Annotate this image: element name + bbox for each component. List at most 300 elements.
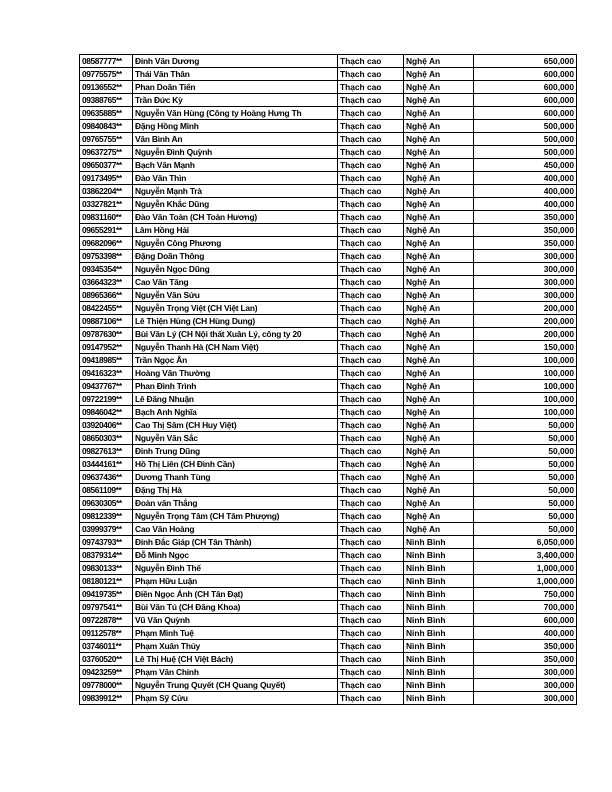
province-cell: Nghệ An xyxy=(404,55,474,68)
product-cell: Thạch cao xyxy=(338,497,404,510)
table-row xyxy=(80,211,577,224)
name-cell: Điền Ngọc Ánh (CH Tân Đạt) xyxy=(133,588,338,601)
name-cell: Nguyễn Mạnh Trà xyxy=(133,185,338,198)
province-cell: Nghệ An xyxy=(404,419,474,432)
province-cell: Ninh Bình xyxy=(404,614,474,627)
name-cell: Nguyễn Đình Thế xyxy=(133,562,338,575)
name-cell: Nguyễn Văn Hùng (Công ty Hoàng Hưng Th xyxy=(133,107,338,120)
amount-cell: 100,000 xyxy=(474,393,577,406)
product-cell: Thạch cao xyxy=(338,302,404,315)
table-row xyxy=(80,536,577,549)
table-row xyxy=(80,341,577,354)
name-cell: Nguyễn Ngọc Dũng xyxy=(133,263,338,276)
name-cell: Trần Đức Kỳ xyxy=(133,94,338,107)
province-cell: Nghệ An xyxy=(404,185,474,198)
province-cell: Nghệ An xyxy=(404,211,474,224)
phone-cell: 09831160** xyxy=(80,211,133,224)
product-cell: Thạch cao xyxy=(338,601,404,614)
product-cell: Thạch cao xyxy=(338,81,404,94)
phone-cell: 09765755** xyxy=(80,133,133,146)
table-row xyxy=(80,679,577,692)
phone-cell: 08379314** xyxy=(80,549,133,562)
product-cell: Thạch cao xyxy=(338,575,404,588)
province-cell: Nghệ An xyxy=(404,276,474,289)
product-cell: Thạch cao xyxy=(338,354,404,367)
province-cell: Nghệ An xyxy=(404,445,474,458)
product-cell: Thạch cao xyxy=(338,172,404,185)
province-cell: Nghệ An xyxy=(404,458,474,471)
amount-cell: 350,000 xyxy=(474,211,577,224)
product-cell: Thạch cao xyxy=(338,588,404,601)
phone-cell: 09743793** xyxy=(80,536,133,549)
name-cell: Bùi Văn Tú (CH Đăng Khoa) xyxy=(133,601,338,614)
province-cell: Ninh Bình xyxy=(404,549,474,562)
phone-cell: 09830133** xyxy=(80,562,133,575)
product-cell: Thạch cao xyxy=(338,211,404,224)
amount-cell: 500,000 xyxy=(474,133,577,146)
table-row xyxy=(80,458,577,471)
phone-cell: 09419735** xyxy=(80,588,133,601)
province-cell: Nghệ An xyxy=(404,172,474,185)
name-cell: Đặng Hồng Minh xyxy=(133,120,338,133)
amount-cell: 350,000 xyxy=(474,640,577,653)
province-cell: Ninh Bình xyxy=(404,679,474,692)
phone-cell: 09423259** xyxy=(80,666,133,679)
amount-cell: 750,000 xyxy=(474,588,577,601)
product-cell: Thạch cao xyxy=(338,315,404,328)
amount-cell: 650,000 xyxy=(474,55,577,68)
table-row xyxy=(80,484,577,497)
phone-cell: 09637275** xyxy=(80,146,133,159)
phone-cell: 09840843** xyxy=(80,120,133,133)
table-row xyxy=(80,354,577,367)
product-cell: Thạch cao xyxy=(338,289,404,302)
name-cell: Bạch Văn Mạnh xyxy=(133,159,338,172)
table-row xyxy=(80,328,577,341)
name-cell: Đào Văn Thìn xyxy=(133,172,338,185)
phone-cell: 09797541** xyxy=(80,601,133,614)
province-cell: Nghệ An xyxy=(404,81,474,94)
table-row xyxy=(80,133,577,146)
province-cell: Ninh Bình xyxy=(404,692,474,705)
name-cell: Đinh Đắc Giáp (CH Tân Thành) xyxy=(133,536,338,549)
province-cell: Nghệ An xyxy=(404,315,474,328)
phone-cell: 03760520** xyxy=(80,653,133,666)
amount-cell: 100,000 xyxy=(474,406,577,419)
amount-cell: 100,000 xyxy=(474,380,577,393)
amount-cell: 50,000 xyxy=(474,458,577,471)
table-row xyxy=(80,55,577,68)
amount-cell: 600,000 xyxy=(474,94,577,107)
province-cell: Nghệ An xyxy=(404,107,474,120)
phone-cell: 09655291** xyxy=(80,224,133,237)
province-cell: Ninh Bình xyxy=(404,575,474,588)
amount-cell: 400,000 xyxy=(474,198,577,211)
table-row xyxy=(80,120,577,133)
province-cell: Ninh Bình xyxy=(404,562,474,575)
province-cell: Nghệ An xyxy=(404,159,474,172)
name-cell: Hồ Thị Liên (CH Đình Cần) xyxy=(133,458,338,471)
product-cell: Thạch cao xyxy=(338,120,404,133)
amount-cell: 6,050,000 xyxy=(474,536,577,549)
product-cell: Thạch cao xyxy=(338,224,404,237)
product-cell: Thạch cao xyxy=(338,458,404,471)
table-row xyxy=(80,601,577,614)
table-row xyxy=(80,81,577,94)
amount-cell: 700,000 xyxy=(474,601,577,614)
name-cell: Nguyễn Thanh Hà (CH Nam Việt) xyxy=(133,341,338,354)
amount-cell: 350,000 xyxy=(474,653,577,666)
phone-cell: 09650377** xyxy=(80,159,133,172)
table-row xyxy=(80,107,577,120)
phone-cell: 09812339** xyxy=(80,510,133,523)
amount-cell: 400,000 xyxy=(474,185,577,198)
province-cell: Nghệ An xyxy=(404,237,474,250)
product-cell: Thạch cao xyxy=(338,263,404,276)
phone-cell: 09418985** xyxy=(80,354,133,367)
name-cell: Nguyễn Văn Sắc xyxy=(133,432,338,445)
table-row xyxy=(80,406,577,419)
amount-cell: 300,000 xyxy=(474,666,577,679)
province-cell: Nghệ An xyxy=(404,250,474,263)
province-cell: Nghệ An xyxy=(404,94,474,107)
product-cell: Thạch cao xyxy=(338,653,404,666)
product-cell: Thạch cao xyxy=(338,380,404,393)
name-cell: Nguyễn Văn Sửu xyxy=(133,289,338,302)
phone-cell: 03920406** xyxy=(80,419,133,432)
name-cell: Đào Văn Toàn (CH Toàn Hương) xyxy=(133,211,338,224)
amount-cell: 400,000 xyxy=(474,172,577,185)
amount-cell: 50,000 xyxy=(474,510,577,523)
phone-cell: 08422455** xyxy=(80,302,133,315)
table-row xyxy=(80,367,577,380)
amount-cell: 300,000 xyxy=(474,692,577,705)
product-cell: Thạch cao xyxy=(338,640,404,653)
phone-cell: 08650303** xyxy=(80,432,133,445)
product-cell: Thạch cao xyxy=(338,367,404,380)
product-cell: Thạch cao xyxy=(338,94,404,107)
province-cell: Nghệ An xyxy=(404,289,474,302)
table-row xyxy=(80,510,577,523)
table-row xyxy=(80,198,577,211)
name-cell: Văn Bình An xyxy=(133,133,338,146)
province-cell: Ninh Bình xyxy=(404,653,474,666)
name-cell: Nguyễn Trung Quyết (CH Quang Quyết) xyxy=(133,679,338,692)
phone-cell: 09839912** xyxy=(80,692,133,705)
amount-cell: 3,400,000 xyxy=(474,549,577,562)
phone-cell: 03664323** xyxy=(80,276,133,289)
name-cell: Dương Thanh Tùng xyxy=(133,471,338,484)
province-cell: Nghệ An xyxy=(404,367,474,380)
product-cell: Thạch cao xyxy=(338,146,404,159)
table-row xyxy=(80,640,577,653)
product-cell: Thạch cao xyxy=(338,133,404,146)
name-cell: Nguyễn Công Phương xyxy=(133,237,338,250)
phone-cell: 09437767** xyxy=(80,380,133,393)
product-cell: Thạch cao xyxy=(338,510,404,523)
table-row xyxy=(80,627,577,640)
phone-cell: 09787630** xyxy=(80,328,133,341)
province-cell: Nghệ An xyxy=(404,523,474,536)
amount-cell: 400,000 xyxy=(474,627,577,640)
table-row xyxy=(80,653,577,666)
phone-cell: 09635885** xyxy=(80,107,133,120)
phone-cell: 09345354** xyxy=(80,263,133,276)
table-row xyxy=(80,666,577,679)
product-cell: Thạch cao xyxy=(338,159,404,172)
table-row xyxy=(80,263,577,276)
table-row xyxy=(80,432,577,445)
province-cell: Nghệ An xyxy=(404,354,474,367)
name-cell: Vũ Văn Quỳnh xyxy=(133,614,338,627)
product-cell: Thạch cao xyxy=(338,536,404,549)
name-cell: Phạm Minh Tuệ xyxy=(133,627,338,640)
product-cell: Thạch cao xyxy=(338,471,404,484)
province-cell: Nghệ An xyxy=(404,198,474,211)
name-cell: Cao Văn Hoàng xyxy=(133,523,338,536)
phone-cell: 08587777** xyxy=(80,55,133,68)
winners-table xyxy=(79,54,577,705)
name-cell: Nguyễn Trọng Tâm (CH Tâm Phượng) xyxy=(133,510,338,523)
name-cell: Cao Văn Tăng xyxy=(133,276,338,289)
phone-cell: 09887106** xyxy=(80,315,133,328)
product-cell: Thạch cao xyxy=(338,55,404,68)
phone-cell: 09173495** xyxy=(80,172,133,185)
province-cell: Nghệ An xyxy=(404,263,474,276)
amount-cell: 600,000 xyxy=(474,107,577,120)
name-cell: Nguyễn Khắc Dũng xyxy=(133,198,338,211)
province-cell: Nghệ An xyxy=(404,510,474,523)
product-cell: Thạch cao xyxy=(338,484,404,497)
table-row xyxy=(80,393,577,406)
name-cell: Đặng Doãn Thông xyxy=(133,250,338,263)
table-row xyxy=(80,224,577,237)
table-row xyxy=(80,159,577,172)
name-cell: Đinh Văn Dương xyxy=(133,55,338,68)
province-cell: Ninh Bình xyxy=(404,627,474,640)
phone-cell: 09753398** xyxy=(80,250,133,263)
province-cell: Nghệ An xyxy=(404,432,474,445)
phone-cell: 03746011** xyxy=(80,640,133,653)
amount-cell: 350,000 xyxy=(474,237,577,250)
product-cell: Thạch cao xyxy=(338,432,404,445)
amount-cell: 200,000 xyxy=(474,302,577,315)
table-row xyxy=(80,523,577,536)
phone-cell: 09682096** xyxy=(80,237,133,250)
product-cell: Thạch cao xyxy=(338,250,404,263)
name-cell: Lâm Hồng Hải xyxy=(133,224,338,237)
phone-cell: 09147952** xyxy=(80,341,133,354)
amount-cell: 50,000 xyxy=(474,432,577,445)
phone-cell: 03862204** xyxy=(80,185,133,198)
province-cell: Nghệ An xyxy=(404,120,474,133)
amount-cell: 300,000 xyxy=(474,289,577,302)
table-row xyxy=(80,302,577,315)
phone-cell: 09778000** xyxy=(80,679,133,692)
province-cell: Nghệ An xyxy=(404,133,474,146)
name-cell: Phạm Văn Chinh xyxy=(133,666,338,679)
product-cell: Thạch cao xyxy=(338,107,404,120)
name-cell: Lê Thị Huệ (CH Việt Bách) xyxy=(133,653,338,666)
amount-cell: 50,000 xyxy=(474,497,577,510)
table-row xyxy=(80,68,577,81)
amount-cell: 200,000 xyxy=(474,328,577,341)
province-cell: Nghệ An xyxy=(404,497,474,510)
product-cell: Thạch cao xyxy=(338,276,404,289)
name-cell: Phạm Xuân Thủy xyxy=(133,640,338,653)
table-row xyxy=(80,471,577,484)
phone-cell: 09775575** xyxy=(80,68,133,81)
amount-cell: 100,000 xyxy=(474,367,577,380)
name-cell: Đặng Thị Hà xyxy=(133,484,338,497)
name-cell: Đoàn văn Thắng xyxy=(133,497,338,510)
product-cell: Thạch cao xyxy=(338,328,404,341)
product-cell: Thạch cao xyxy=(338,393,404,406)
phone-cell: 08180121** xyxy=(80,575,133,588)
product-cell: Thạch cao xyxy=(338,666,404,679)
table-row xyxy=(80,419,577,432)
amount-cell: 600,000 xyxy=(474,81,577,94)
name-cell: Thái Văn Thân xyxy=(133,68,338,81)
province-cell: Nghệ An xyxy=(404,224,474,237)
phone-cell: 09846042** xyxy=(80,406,133,419)
table-row xyxy=(80,588,577,601)
amount-cell: 50,000 xyxy=(474,445,577,458)
phone-cell: 09630305** xyxy=(80,497,133,510)
province-cell: Nghệ An xyxy=(404,302,474,315)
amount-cell: 50,000 xyxy=(474,471,577,484)
amount-cell: 500,000 xyxy=(474,120,577,133)
amount-cell: 50,000 xyxy=(474,523,577,536)
table-row xyxy=(80,146,577,159)
amount-cell: 300,000 xyxy=(474,276,577,289)
phone-cell: 03444161** xyxy=(80,458,133,471)
table-row xyxy=(80,497,577,510)
province-cell: Nghệ An xyxy=(404,471,474,484)
table-row xyxy=(80,315,577,328)
product-cell: Thạch cao xyxy=(338,185,404,198)
name-cell: Nguyễn Đình Quỳnh xyxy=(133,146,338,159)
name-cell: Đinh Trung Dũng xyxy=(133,445,338,458)
name-cell: Bùi Văn Lý (CH Nội thất Xuân Lý, công ty 20 xyxy=(133,328,338,341)
phone-cell: 09722878** xyxy=(80,614,133,627)
table-row xyxy=(80,172,577,185)
table-row xyxy=(80,289,577,302)
amount-cell: 200,000 xyxy=(474,315,577,328)
product-cell: Thạch cao xyxy=(338,198,404,211)
amount-cell: 600,000 xyxy=(474,614,577,627)
product-cell: Thạch cao xyxy=(338,692,404,705)
amount-cell: 50,000 xyxy=(474,484,577,497)
amount-cell: 300,000 xyxy=(474,250,577,263)
product-cell: Thạch cao xyxy=(338,445,404,458)
name-cell: Phạm Sỹ Cửu xyxy=(133,692,338,705)
province-cell: Ninh Bình xyxy=(404,536,474,549)
product-cell: Thạch cao xyxy=(338,627,404,640)
name-cell: Cao Thị Sâm (CH Huy Việt) xyxy=(133,419,338,432)
name-cell: Đỗ Minh Ngọc xyxy=(133,549,338,562)
name-cell: Trần Ngọc Ân xyxy=(133,354,338,367)
province-cell: Ninh Bình xyxy=(404,640,474,653)
phone-cell: 09827613** xyxy=(80,445,133,458)
name-cell: Phan Đình Trình xyxy=(133,380,338,393)
amount-cell: 50,000 xyxy=(474,419,577,432)
name-cell: Bạch Anh Nghĩa xyxy=(133,406,338,419)
phone-cell: 09637436** xyxy=(80,471,133,484)
table-row xyxy=(80,562,577,575)
name-cell: Hoàng Văn Thường xyxy=(133,367,338,380)
product-cell: Thạch cao xyxy=(338,679,404,692)
province-cell: Nghệ An xyxy=(404,68,474,81)
product-cell: Thạch cao xyxy=(338,237,404,250)
table-row xyxy=(80,380,577,393)
name-cell: Nguyễn Trọng Việt (CH Việt Lan) xyxy=(133,302,338,315)
product-cell: Thạch cao xyxy=(338,614,404,627)
table-row xyxy=(80,575,577,588)
product-cell: Thạch cao xyxy=(338,341,404,354)
phone-cell: 08561109** xyxy=(80,484,133,497)
province-cell: Nghệ An xyxy=(404,393,474,406)
table-row xyxy=(80,549,577,562)
amount-cell: 1,000,000 xyxy=(474,575,577,588)
phone-cell: 09388765** xyxy=(80,94,133,107)
product-cell: Thạch cao xyxy=(338,523,404,536)
name-cell: Lê Thiện Hùng (CH Hùng Dung) xyxy=(133,315,338,328)
amount-cell: 100,000 xyxy=(474,354,577,367)
table-body xyxy=(80,55,577,705)
phone-cell: 09136552** xyxy=(80,81,133,94)
amount-cell: 450,000 xyxy=(474,159,577,172)
province-cell: Nghệ An xyxy=(404,328,474,341)
phone-cell: 08965366** xyxy=(80,289,133,302)
province-cell: Nghệ An xyxy=(404,341,474,354)
phone-cell: 03999379** xyxy=(80,523,133,536)
amount-cell: 300,000 xyxy=(474,263,577,276)
province-cell: Nghệ An xyxy=(404,406,474,419)
amount-cell: 350,000 xyxy=(474,224,577,237)
table-row xyxy=(80,185,577,198)
table-row xyxy=(80,237,577,250)
name-cell: Phan Doãn Tiến xyxy=(133,81,338,94)
table-row xyxy=(80,94,577,107)
province-cell: Ninh Bình xyxy=(404,601,474,614)
phone-cell: 09722199** xyxy=(80,393,133,406)
product-cell: Thạch cao xyxy=(338,549,404,562)
table-row xyxy=(80,692,577,705)
product-cell: Thạch cao xyxy=(338,68,404,81)
product-cell: Thạch cao xyxy=(338,419,404,432)
name-cell: Lê Đăng Nhuận xyxy=(133,393,338,406)
province-cell: Nghệ An xyxy=(404,484,474,497)
table-row xyxy=(80,445,577,458)
name-cell: Phạm Hữu Luận xyxy=(133,575,338,588)
product-cell: Thạch cao xyxy=(338,562,404,575)
phone-cell: 09416323** xyxy=(80,367,133,380)
province-cell: Ninh Bình xyxy=(404,666,474,679)
product-cell: Thạch cao xyxy=(338,406,404,419)
table-row xyxy=(80,250,577,263)
amount-cell: 1,000,000 xyxy=(474,562,577,575)
amount-cell: 150,000 xyxy=(474,341,577,354)
province-cell: Ninh Bình xyxy=(404,588,474,601)
amount-cell: 300,000 xyxy=(474,679,577,692)
amount-cell: 600,000 xyxy=(474,68,577,81)
table-row xyxy=(80,276,577,289)
amount-cell: 500,000 xyxy=(474,146,577,159)
phone-cell: 03327821** xyxy=(80,198,133,211)
phone-cell: 09112578** xyxy=(80,627,133,640)
table-row xyxy=(80,614,577,627)
